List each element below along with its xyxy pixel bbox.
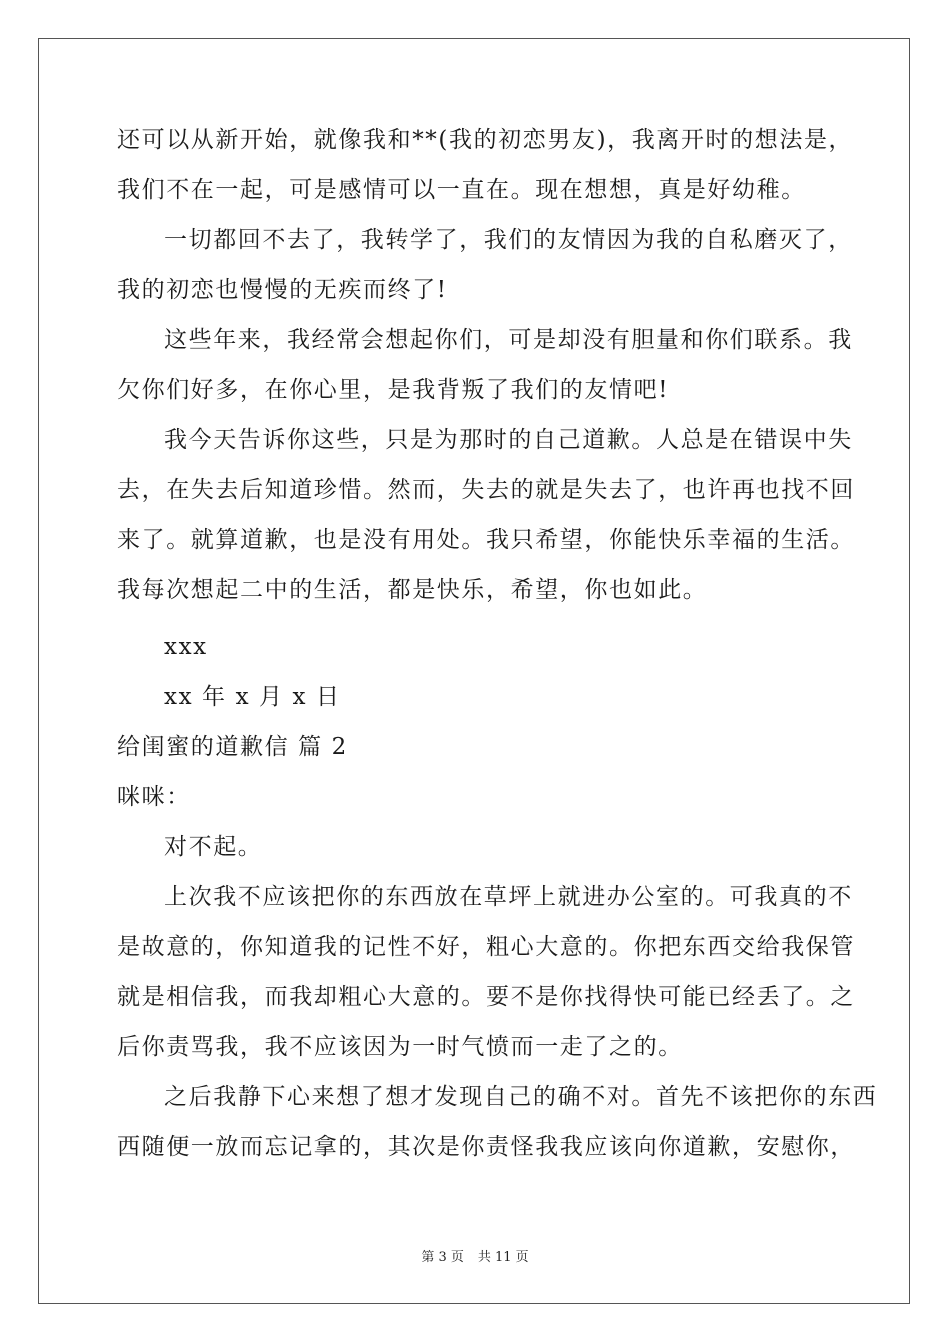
paragraph-start: 这些年来，我经常会想起你们，可是却没有胆量和你们联系。我 [164, 327, 853, 353]
page-footer [0, 1246, 950, 1265]
date-line: xx 年 x 月 x 日 [164, 684, 341, 710]
signature: xxx [164, 634, 208, 660]
text-line: 去，在失去后知道珍惜。然而，失去的就是失去了，也许再也找不回 [117, 477, 855, 503]
text-line: 后你责骂我，我不应该因为一时气愤而一走了之的。 [117, 1034, 683, 1060]
paragraph-start: 我今天告诉你这些，只是为那时的自己道歉。人总是在错误中失 [164, 427, 853, 453]
paragraph-start: 之后我静下心来想了想才发现自己的确不对。首先不该把你的东西 [164, 1084, 878, 1110]
section-title: 给闺蜜的道歉信 篇 2 [117, 734, 348, 760]
text-line: 还可以从新开始，就像我和**(我的初恋男友)，我离开时的想法是， [117, 127, 854, 153]
paragraph-start: 一切都回不去了，我转学了，我们的友情因为我的自私磨灭了， [164, 227, 853, 253]
text-line: 我的初恋也慢慢的无疾而终了! [117, 277, 448, 303]
paragraph-start: 上次我不应该把你的东西放在草坪上就进办公室的。可我真的不 [164, 884, 853, 910]
total-pages: 共 11 页 [477, 1250, 529, 1265]
text-line: 西随便一放而忘记拿的，其次是你责怪我我应该向你道歉，安慰你， [117, 1134, 855, 1160]
page-number: 第 3 页 [421, 1250, 464, 1265]
text-line: 就是相信我，而我却粗心大意的。要不是你找得快可能已经丢了。之 [117, 984, 855, 1010]
text-line: 欠你们好多，在你心里，是我背叛了我们的友情吧! [117, 377, 670, 403]
text-line: 来了。就算道歉，也是没有用处。我只希望，你能快乐幸福的生活。 [117, 527, 855, 553]
salutation: 咪咪： [117, 784, 191, 810]
text-line: 我们不在一起，可是感情可以一直在。现在想想，真是好幼稚。 [117, 177, 806, 203]
text-line: 是故意的，你知道我的记性不好，粗心大意的。你把东西交给我保管 [117, 934, 855, 960]
paragraph-start: 对不起。 [164, 834, 263, 860]
text-line: 我每次想起二中的生活，都是快乐，希望，你也如此。 [117, 577, 708, 603]
